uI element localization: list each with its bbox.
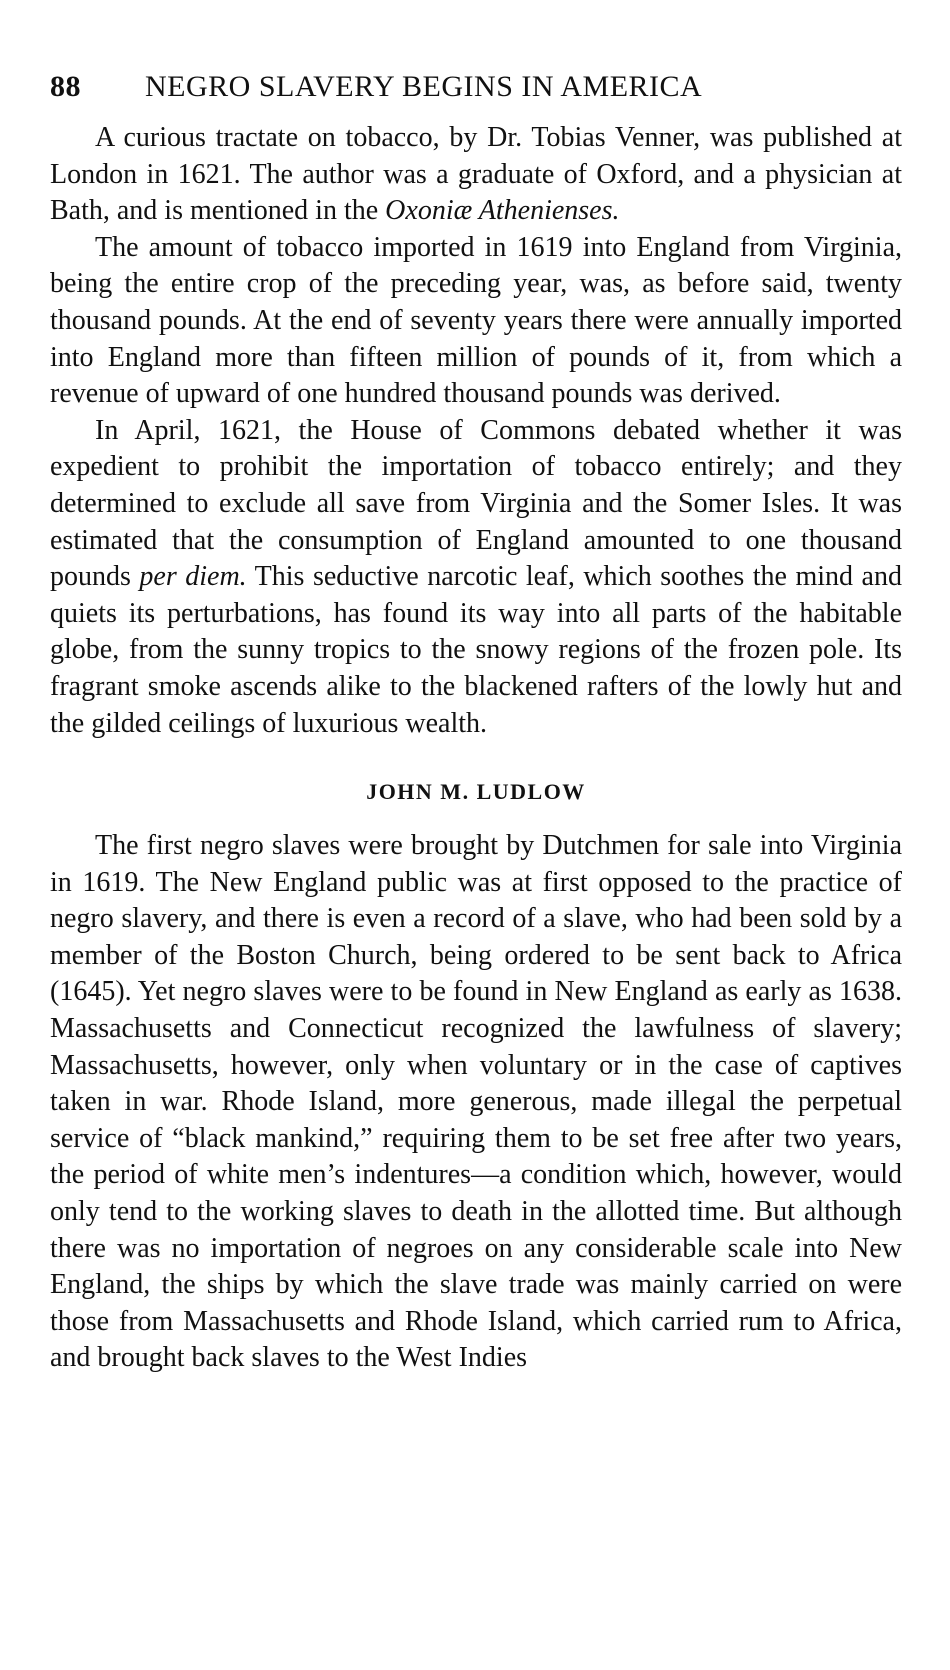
running-title: NEGRO SLAVERY BEGINS IN AMERICA — [145, 70, 703, 103]
paragraph-tobacco-imports — [50, 230, 902, 413]
book-page — [50, 70, 902, 1377]
paragraph-tobacco-tractate — [50, 120, 902, 230]
paragraph-text-tail: This seductive narcotic leaf, which soothes the mind and quiets its perturbations, has found its way into all parts of the habitable globe, from the sunny tropics to the snowy regions of the frozen pole. Its fragrant smoke ascends alike to the blackened rafters of the lowly hut and the gilded ceilings of luxurious wealth. — [50, 561, 902, 739]
paragraph-text: The first negro slaves were brought by Dutchmen for sale into Virginia in 1619. The New England public was at first opposed to the practice of negro slavery, and there is even a record of a slave, who had been sold by a member of the Boston Church, being ordered to be sent back to Africa (1645). Yet negro slaves were to be found in New England as early as 1638. Massachusetts and Connecticut recognized the lawfulness of slavery; Massachusetts, however, only when voluntary or in the case of captives taken in war. Rhode Island, more generous, made illegal the perpetual service of “black mankind,” requiring them to be set free after two years, the period of white men’s indentures—a condition which, however, would only tend to the working slaves to death in the allotted time. But although there was no importation of negroes on any considerable scale into New England, the ships by which the slave trade was mainly carried on were those from Massachusetts and Rhode Island, which carried rum to Africa, and brought back slaves to the West Indies — [50, 830, 902, 1374]
italic-title: Oxoniæ Athenienses. — [385, 195, 620, 227]
italic-phrase: per diem. — [139, 561, 247, 593]
paragraph-text: The amount of tobacco imported in 1619 into England from Virginia, being the entire crop of the preceding year, was, as before said, twenty thousand pounds. At the end of seventy years there were annually imported into England more than fifteen million of pounds of it, from which a revenue of upward of one hundred thousand pounds was derived. — [50, 231, 902, 410]
paragraph-first-negro-slaves — [50, 828, 902, 1377]
paragraph-house-of-commons — [50, 413, 902, 742]
section-heading: JOHN M. LUDLOW — [366, 779, 586, 805]
paragraph-text: A curious tractate on tobacco, by Dr. Tobias Venner, was published at London in 1621. The author was a graduate of Oxford, and a physician at Bath, and is mentioned in the — [50, 122, 902, 227]
paragraph-text: In April, 1621, the House of Commons debated whether it was expedient to prohibit the importation of tobacco entirely; and they determined to exclude all save from Virginia and the Somer Isles. It was estimated that the consumption of England amounted to one thousand pounds — [50, 414, 902, 593]
page-number: 88 — [50, 70, 81, 103]
running-head — [50, 70, 902, 114]
